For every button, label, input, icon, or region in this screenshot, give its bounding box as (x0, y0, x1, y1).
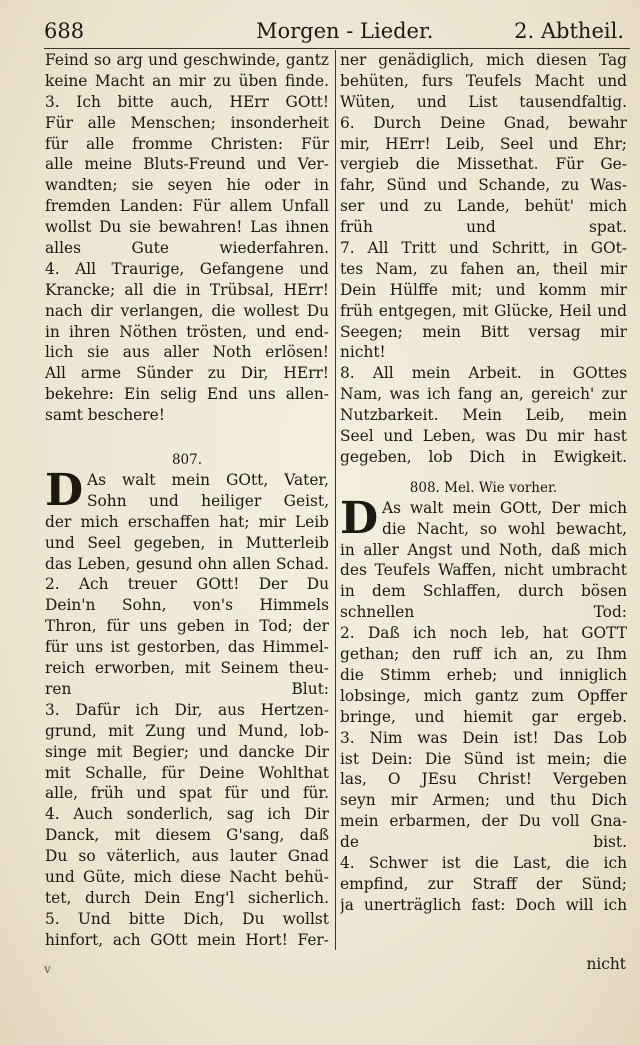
text-line: mir, HErr! Leib, Seel und Ehr; (340, 134, 627, 153)
text-line: früh und spat. (340, 218, 627, 237)
text-line: bekehre: Ein selig End uns allen- (45, 385, 329, 404)
text-line: Dein'n Sohn, von's Himmels (45, 596, 329, 615)
text-line: mit Schalle, für Deine Wohlthat (45, 763, 329, 782)
text-line: ren Blut: (45, 679, 329, 698)
text-line: gegeben, lob Dich in Ewigkeit. (340, 447, 627, 466)
text-line: ser und zu Lande, behüt' mich (340, 197, 627, 216)
text-line: Danck, mit diesem G'sang, daß (45, 826, 329, 845)
catchword: nicht (586, 955, 626, 973)
header-rule (44, 48, 630, 49)
text-line: bringe, und hiemit gar ergeb. (340, 707, 627, 726)
text-line: 3. Dafür ich Dir, aus Hertzen- (45, 700, 329, 719)
text-line: 2. Ach treuer GOtt! Der Du (45, 575, 329, 594)
hymn-number-807: 807. (171, 452, 203, 469)
text-line: Dein Hülffe mit; und komm mir (340, 280, 627, 299)
text-line: die Stimm erheb; und inniglich (340, 665, 627, 684)
text-line: für alle fromme Christen: Für (45, 134, 329, 153)
text-line: de bist. (340, 833, 627, 852)
text-line: 3. Nim was Dein ist! Das Lob (340, 728, 627, 747)
text-line: 2. Daß ich noch leb, hat GOTT (340, 624, 627, 643)
text-line: Wüten, und List tausendfaltig. (340, 92, 627, 111)
text-line: früh entgegen, mit Glücke, Heil und (340, 301, 627, 320)
text-line: nach dir verlangen, die wollest Du (45, 301, 329, 320)
text-line: As walt mein GOtt, Vater, (87, 471, 329, 490)
text-line: fremden Landen: Für allem Unfall (45, 197, 329, 216)
text-line: fahr, Sünd und Schande, zu Was- (340, 176, 627, 195)
text-line: seyn mir Armen; und thu Dich (340, 791, 627, 810)
text-line: Feind so arg und geschwinde, gantz (45, 51, 329, 69)
text-line: Nutzbarkeit. Mein Leib, mein (340, 406, 627, 425)
text-line: 6. Durch Deine Gnad, bewahr (340, 113, 627, 132)
running-title: Morgen - Lieder. (256, 19, 434, 43)
text-line: 4. Schwer ist die Last, die ich (340, 853, 627, 872)
text-line: 5. Und bitte Dich, Du wollst (45, 909, 329, 928)
text-line: Für alle Menschen; insonderheit (45, 113, 329, 132)
text-line: ner genädiglich, mich diesen Tag (340, 51, 627, 69)
text-line: 4. Auch sonderlich, sag ich Dir (45, 805, 329, 824)
right-text-block-b (340, 540, 627, 916)
text-line: alles Gute wiederfahren. (45, 239, 329, 258)
text-line: mein erbarmen, der Du voll Gna- (340, 812, 627, 831)
section-label: 2. Abtheil. (514, 19, 624, 43)
text-line: wandten; sie seyen hie oder in (45, 176, 329, 195)
text-line: As walt mein GOtt, Der mich (382, 498, 627, 517)
text-line: alle meine Bluts-Freund und Ver- (45, 155, 329, 174)
text-line: Krancke; all die in Trübsal, HErr! (45, 280, 329, 299)
running-header (44, 14, 628, 48)
left-text-block-a (45, 50, 329, 426)
text-line: tes Nam, zu fahen an, theil mir (340, 259, 627, 278)
text-line: nicht! (340, 343, 386, 362)
text-line: 4. All Traurige, Gefangene und (45, 259, 329, 278)
left-column (45, 50, 329, 951)
left-text-block-b (45, 512, 329, 951)
text-line: singe mit Begier; und dancke Dir (45, 742, 329, 761)
text-line: das Leben, gesund ohn allen Schad. (45, 554, 329, 573)
text-line: die Nacht, so wohl bewacht, (382, 519, 627, 538)
text-line: und Seel gegeben, in Mutterleib (45, 533, 329, 552)
text-line: hinfort, ach GOtt mein Hort! Fer- (45, 930, 329, 949)
drop-cap: D (45, 465, 84, 517)
text-line: wollst Du sie bewahren! Las ihnen (45, 218, 329, 237)
text-line: 7. All Tritt und Schritt, in GOt- (340, 239, 627, 258)
text-line: lobsinge, mich gantz zum Opffer (340, 686, 627, 705)
text-line: für uns ist gestorben, das Himmel- (45, 638, 329, 657)
text-line: in ihren Nöthen trösten, und end- (45, 322, 329, 341)
text-line: 8. All mein Arbeit. in GOttes (340, 364, 627, 383)
text-line: tet, durch Dein Eng'l sicherlich. (45, 888, 329, 907)
signature-mark: v (44, 962, 51, 976)
text-line: lich sie aus aller Noth erlösen! (45, 343, 329, 362)
text-line: grund, mit Zung und Mund, lob- (45, 721, 329, 740)
text-line: in dem Schlaffen, durch bösen (340, 582, 627, 601)
drop-cap: D (340, 492, 379, 544)
page-number: 688 (44, 19, 85, 43)
text-line: ist Dein: Die Sünd ist mein; die (340, 749, 627, 768)
text-line: alle, früh und spat für und für. (45, 784, 329, 803)
text-line: vergieb die Missethat. Für Ge- (340, 155, 627, 174)
text-line: samt beschere! (45, 406, 165, 425)
text-line: All arme Sünder zu Dir, HErr! (45, 364, 329, 383)
right-column (340, 50, 627, 916)
text-line: in aller Angst und Noth, daß mich (340, 540, 627, 559)
text-line: schnellen Tod: (340, 603, 627, 622)
text-line: Seegen; mein Bitt versag mir (340, 322, 627, 341)
text-line: Nam, was ich fang an, gereich' zur (340, 385, 627, 404)
hymn-807-opening (45, 465, 329, 517)
text-line: Thron, für uns geben in Tod; der (45, 617, 329, 636)
text-line: und Güte, mich diese Nacht behü- (45, 867, 329, 886)
hymn-808-opening (340, 492, 627, 544)
text-line: behüten, furs Teufels Macht und (340, 71, 627, 90)
text-line: 3. Ich bitte auch, HErr GOtt! (45, 92, 329, 111)
text-line: keine Macht an mir zu üben finde. (45, 71, 329, 90)
text-line: Sohn und heiliger Geist, (87, 491, 329, 510)
text-line: ja unerträglich fast: Doch will ich (340, 895, 627, 914)
text-line: Du so väterlich, aus lauter Gnad (45, 847, 329, 866)
text-line: des Teufels Waffen, nicht umbracht (340, 561, 627, 580)
text-line: Seel und Leben, was Du mir hast (340, 427, 627, 446)
column-divider (335, 50, 336, 950)
text-line: las, O JEsu Christ! Vergeben (340, 770, 627, 789)
text-line: der mich erschaffen hat; mir Leib (45, 512, 329, 531)
right-text-block-a (340, 50, 627, 468)
hymn-number-808: 808. Mel. Wie vorher. (409, 479, 558, 496)
text-line: empfind, zur Straff der Sünd; (340, 874, 627, 893)
text-line: gethan; den ruff ich an, zu Ihm (340, 645, 627, 664)
text-line: reich erworben, mit Seinem theu- (45, 659, 329, 678)
